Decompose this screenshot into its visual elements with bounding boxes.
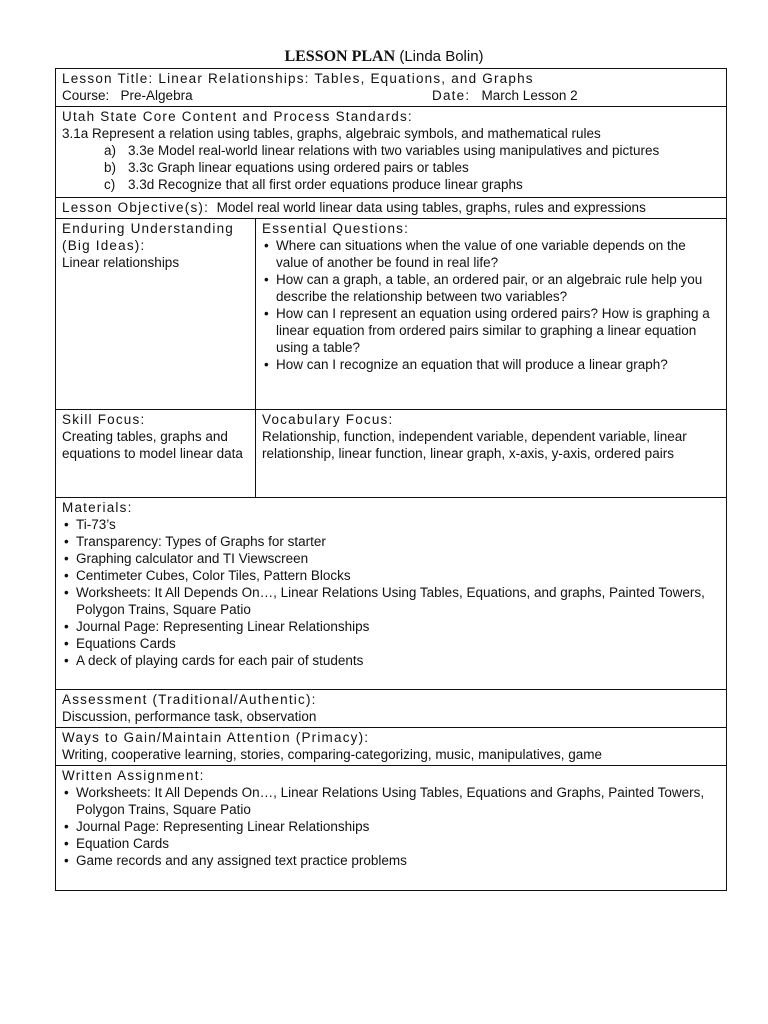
materials-item: • Graphing calculator and TI Viewscreen xyxy=(62,550,720,567)
attention-section xyxy=(56,728,726,766)
lesson-title-value: Linear Relationships: Tables, Equations, and Graphs xyxy=(158,71,534,86)
attention-text: Writing, cooperative learning, stories, comparing-categorizing, music, manipulatives, game xyxy=(62,747,602,762)
standards-item: a) 3.3e Model real-world linear relations with two variables using manipulatives and pictures xyxy=(104,143,660,158)
enduring-text: Linear relationships xyxy=(62,255,180,270)
materials-item: • A deck of playing cards for each pair of students xyxy=(62,652,720,669)
written-section xyxy=(56,766,726,890)
skill-cell xyxy=(56,410,256,497)
vocab-cell xyxy=(256,410,726,497)
objective-section xyxy=(56,198,726,219)
document-title xyxy=(0,48,768,66)
standards-heading: Utah State Core Content and Process Standards: xyxy=(62,109,413,124)
skill-text: Creating tables, graphs and equations to model linear data xyxy=(62,429,243,461)
written-item: • Equation Cards xyxy=(62,835,720,852)
skill-vocab-row xyxy=(56,410,726,498)
written-item: • Worksheets: It All Depends On…, Linear Relations Using Tables, Equations and Graphs, Painted Towers, Polygon Trains, Square Patio xyxy=(62,784,720,818)
materials-item: • Worksheets: It All Depends On…, Linear Relations Using Tables, Equations, and graphs, Painted Towers, Polygon Trains, Square Patio xyxy=(62,584,720,618)
materials-item: • Centimeter Cubes, Color Tiles, Pattern Blocks xyxy=(62,567,720,584)
essential-question: • How can I represent an equation using ordered pairs? How is graphing a linear equation from ordered pairs similar to graphing a linear equation using a table? xyxy=(262,305,720,356)
essential-question: • How can a graph, a table, an ordered pair, or an algebraic rule help you describe the relationship between two variables? xyxy=(262,271,720,305)
essential-question: • How can I recognize an equation that will produce a linear graph? xyxy=(262,356,720,373)
essential-question: • Where can situations when the value of one variable depends on the value of another be found in real life? xyxy=(262,237,720,271)
lesson-title-label: Lesson Title: xyxy=(62,71,154,86)
essential-label: Essential Questions: xyxy=(262,221,410,236)
standards-main: 3.1a Represent a relation using tables, graphs, algebraic symbols, and mathematical rules xyxy=(62,126,601,141)
materials-item: • Journal Page: Representing Linear Relationships xyxy=(62,618,720,635)
essential-list xyxy=(262,237,720,373)
title-main: LESSON PLAN xyxy=(284,48,396,65)
standards-item: c) 3.3d Recognize that all first order equations produce linear graphs xyxy=(104,177,523,192)
materials-item: • Transparency: Types of Graphs for starter xyxy=(62,533,720,550)
assessment-label: Assessment (Traditional/Authentic): xyxy=(62,692,317,707)
vocab-label: Vocabulary Focus: xyxy=(262,412,394,427)
date-label: Date: xyxy=(432,88,471,103)
enduring-label: Enduring Understanding (Big Ideas): xyxy=(62,221,234,253)
written-list xyxy=(62,784,720,869)
lesson-title-section xyxy=(56,69,726,107)
standards-item: b) 3.3c Graph linear equations using ordered pairs or tables xyxy=(104,160,469,175)
course-label: Course: xyxy=(62,88,110,103)
course-value: Pre-Algebra xyxy=(120,88,193,103)
objective-text: Model real world linear data using tables, graphs, rules and expressions xyxy=(216,200,646,215)
essential-cell xyxy=(256,219,726,409)
assessment-text: Discussion, performance task, observation xyxy=(62,709,317,724)
materials-item: • Equations Cards xyxy=(62,635,720,652)
vocab-text: Relationship, function, independent variable, dependent variable, linear relationship, linear function, linear graph, x-axis, y-axis, ordered pairs xyxy=(262,429,687,461)
enduring-cell xyxy=(56,219,256,409)
date-value: March Lesson 2 xyxy=(481,88,578,103)
enduring-essential-row xyxy=(56,219,726,410)
materials-item: • Ti-73’s xyxy=(62,516,720,533)
materials-label: Materials: xyxy=(62,500,133,515)
standards-section xyxy=(56,107,726,198)
written-item: • Journal Page: Representing Linear Relationships xyxy=(62,818,720,835)
skill-label: Skill Focus: xyxy=(62,412,146,427)
title-author: (Linda Bolin) xyxy=(399,48,484,65)
written-label: Written Assignment: xyxy=(62,768,205,783)
standards-list xyxy=(62,142,720,193)
materials-list xyxy=(62,516,720,669)
assessment-section xyxy=(56,690,726,728)
objective-label: Lesson Objective(s): xyxy=(62,200,210,215)
attention-label: Ways to Gain/Maintain Attention (Primacy): xyxy=(62,730,370,745)
written-item: • Game records and any assigned text practice problems xyxy=(62,852,720,869)
materials-section xyxy=(56,498,726,690)
lesson-plan-table xyxy=(55,68,727,891)
